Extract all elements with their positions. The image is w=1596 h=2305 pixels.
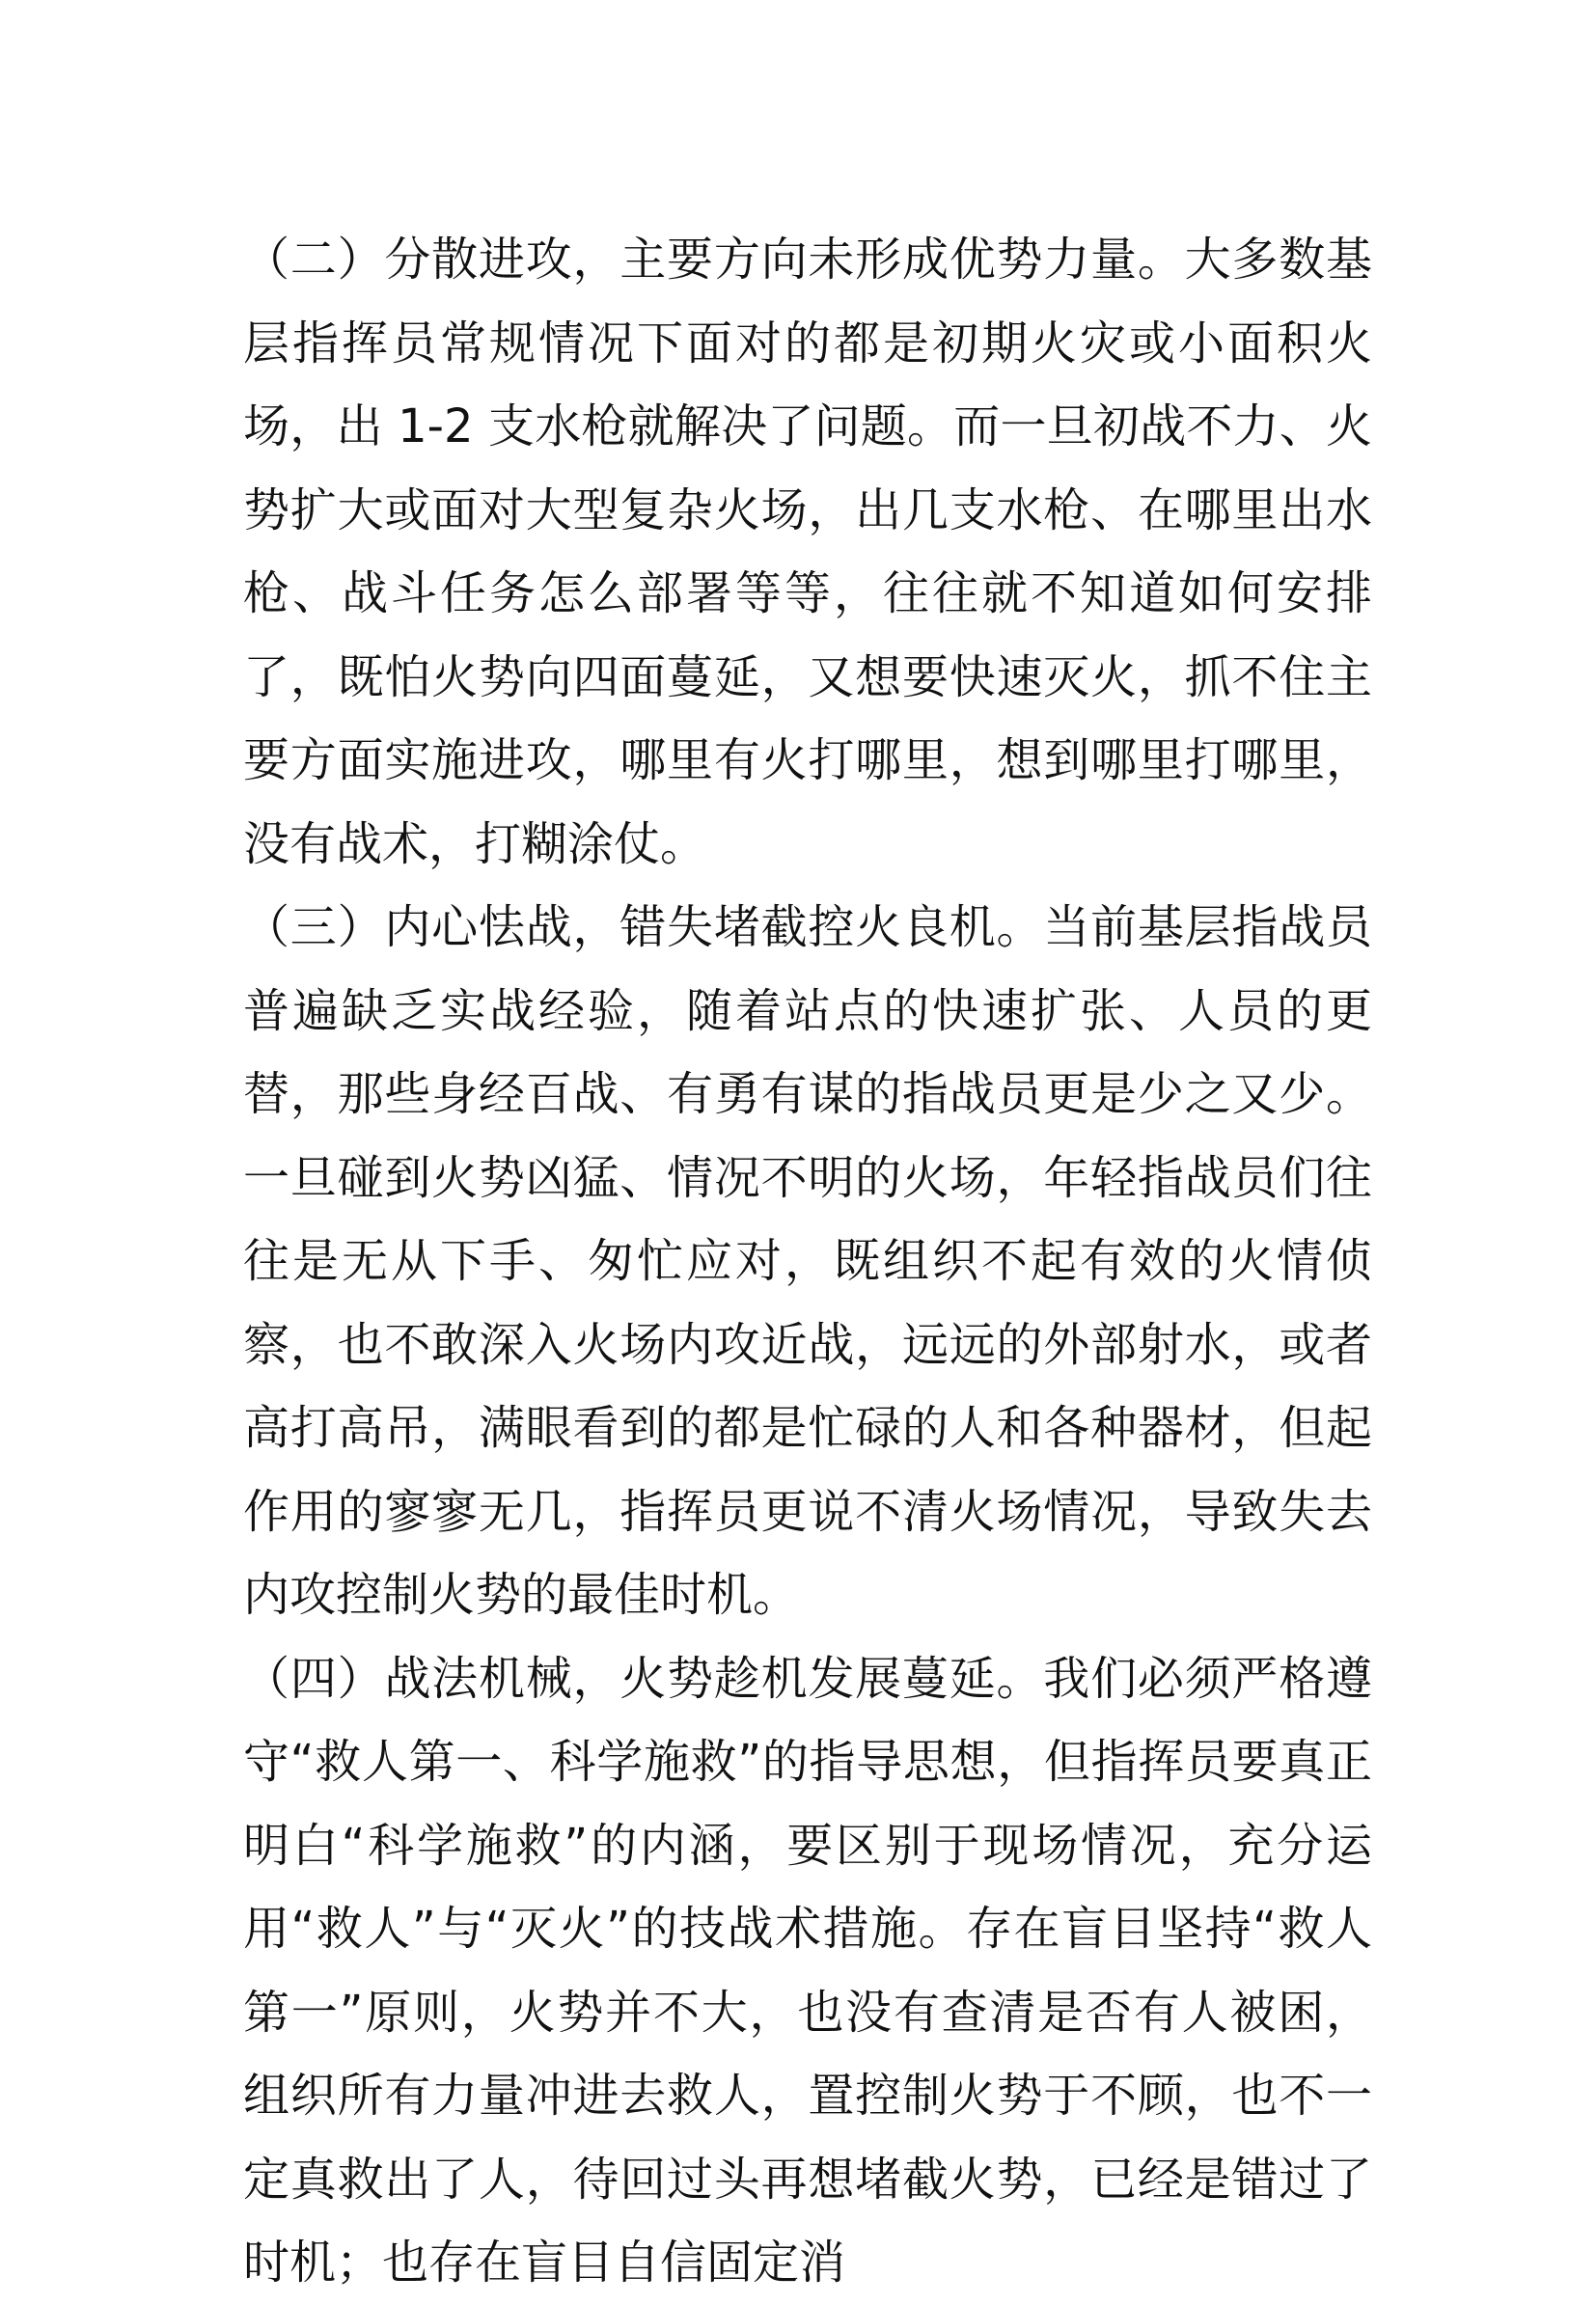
paragraph-body: 大多数基层指挥员常规情况下面对的都是初期火灾或小面积火场，出 1-2 支水枪就解决了问题。而一旦初战不力、火势扩大或面对大型复杂火场，出几支水枪、在哪里出水枪、战斗任务怎么部署等等，往往就不知道如何安排了，既怕火势向四面蔓延，又想要快速灭火，抓不住主要方面实施进攻，哪里有火打哪里，想到哪里打哪里，没有战术，打糊涂仗。 (243, 233, 1372, 871)
document-page (243, 218, 1372, 2305)
paragraph-body: 当前基层指战员普遍缺乏实战经验，随着站点的快速扩张、人员的更替，那些身经百战、有勇有谋的指战员更是少之又少。一旦碰到火势凶猛、情况不明的火场，年轻指战员们往往是无从下手、匆忙应对，既组织不起有效的火情侦察，也不敢深入火场内攻近战，远远的外部射水，或者高打高吊，满眼看到的都是忙碌的人和各种器材，但起作用的寥寥无几，指挥员更说不清火场情况，导致失去内攻控制火势的最佳时机。 (243, 900, 1372, 1622)
paragraph-section-2 (243, 218, 1372, 886)
paragraph-body: 我们必须严格遵守“救人第一、科学施救”的指导思想，但指挥员要真正明白“科学施救”的内涵，要区别于现场情况，充分运用“救人”与“灭火”的技战术措施。存在盲目坚持“救人第一”原则，火势并不大，也没有查清是否有人被困，组织所有力量冲进去救人，置控制火势于不顾，也不一定真救出了人，待回过头再想堵截火势，已经是错过了时机；也存在盲目自信固定消 (243, 1651, 1372, 2290)
section-heading: （四）战法机械，火势趁机发展蔓延。 (243, 1651, 1044, 1706)
section-heading: （二）分散进攻，主要方向未形成优势力量。 (243, 233, 1185, 287)
section-heading: （三）内心怯战，错失堵截控火良机。 (243, 900, 1044, 954)
paragraph-section-4 (243, 1637, 1372, 2305)
paragraph-section-3 (243, 886, 1372, 1637)
